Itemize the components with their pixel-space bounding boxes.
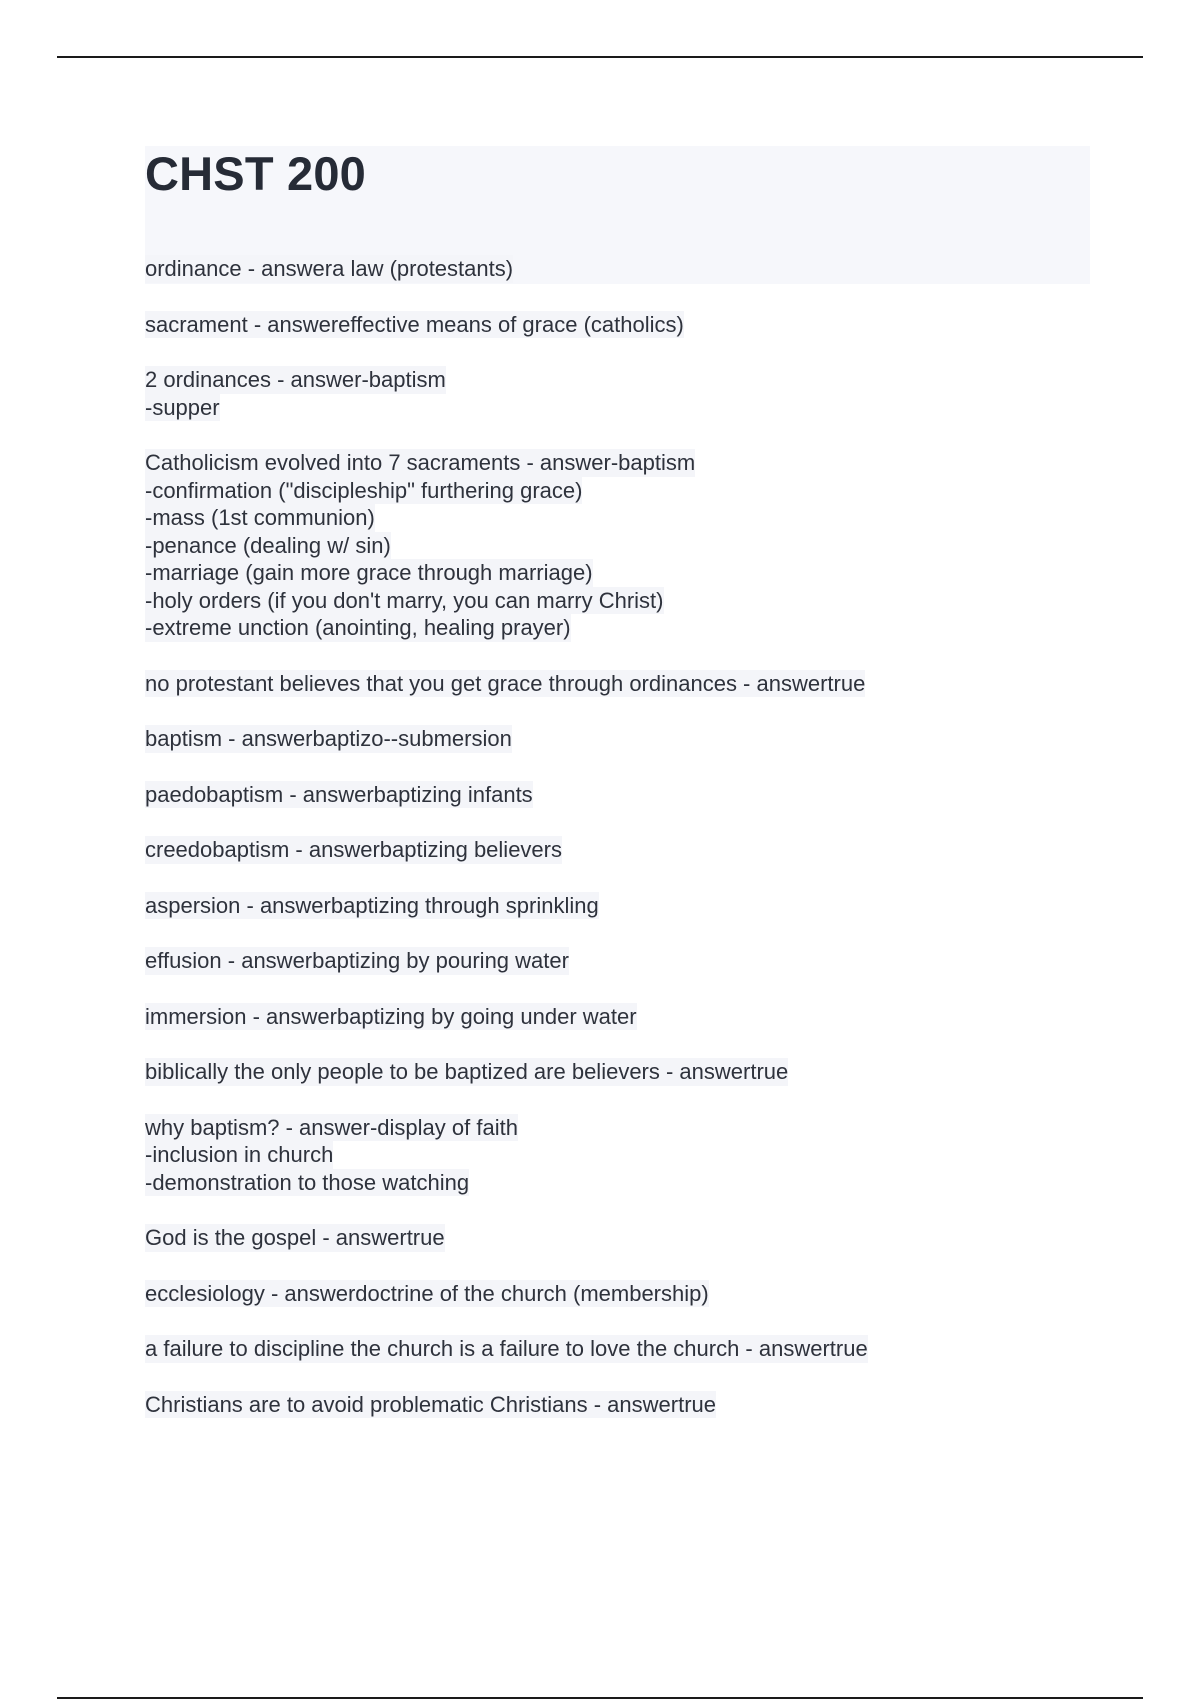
flashcard-term-line: effusion - answerbaptizing by pouring water [145,948,569,973]
flashcard-entry [145,670,1090,698]
flashcard-answer-line: -marriage (gain more grace through marriage) [145,560,593,585]
flashcard-entry [145,1114,1090,1197]
flashcard-answer-line: -extreme unction (anointing, healing prayer) [145,615,571,640]
flashcard-term-line: Catholicism evolved into 7 sacraments - answer-baptism [145,450,696,475]
flashcard-entry [145,1335,1090,1363]
document-body [145,146,1090,1417]
flashcard-entry [145,725,1090,753]
bottom-rule [57,1697,1143,1699]
flashcard-entry [145,449,1090,642]
flashcard-entry [145,1003,1090,1031]
flashcard-entry [145,1224,1090,1252]
flashcard-term-line: why baptism? - answer-display of faith [145,1114,518,1140]
flashcard-entry [145,311,1090,339]
flashcard-entry [145,255,1090,283]
flashcard-term-line: paedobaptism - answerbaptizing infants [145,781,533,807]
flashcard-entry [145,836,1090,864]
flashcard-answer-line: -mass (1st communion) [145,505,375,530]
flashcard-term-line: 2 ordinances - answer-baptism [145,367,446,392]
flashcard-answer-line: -penance (dealing w/ sin) [145,532,391,558]
flashcard-entry [145,892,1090,920]
flashcard-term-line: immersion - answerbaptizing by going under water [145,1003,637,1029]
flashcard-answer-line: -holy orders (if you don't marry, you can marry Christ) [145,587,664,613]
flashcard-term-line: sacrament - answereffective means of grace (catholics) [145,311,684,337]
flashcard-answer-line: -confirmation ("discipleship" furthering grace) [145,477,583,503]
flashcard-entry [145,947,1090,975]
flashcard-answer-line: -supper [145,394,220,420]
top-rule [57,56,1143,58]
flashcard-answer-line: -inclusion in church [145,1142,334,1167]
flashcard-term-line: ecclesiology - answerdoctrine of the church (membership) [145,1280,709,1306]
flashcard-entry [145,781,1090,809]
flashcard-term-line: no protestant believes that you get grace through ordinances - answertrue [145,670,866,696]
flashcard-term-line: God is the gospel - answertrue [145,1225,445,1250]
flashcard-term-line: aspersion - answerbaptizing through sprinkling [145,892,599,918]
flashcard-term-line: Christians are to avoid problematic Christians - answertrue [145,1391,717,1417]
flashcard-term-line: ordinance - answera law (protestants) [145,256,514,281]
flashcard-list [145,255,1090,1446]
flashcard-term-line: baptism - answerbaptizo--submersion [145,726,512,751]
flashcard-entry [145,366,1090,421]
flashcard-entry [145,1058,1090,1086]
flashcard-entry [145,1280,1090,1308]
flashcard-term-line: creedobaptism - answerbaptizing believers [145,837,562,862]
flashcard-answer-line: -demonstration to those watching [145,1169,470,1195]
flashcard-term-line: biblically the only people to be baptized are believers - answertrue [145,1059,789,1084]
flashcard-term-line: a failure to discipline the church is a failure to love the church - answertrue [145,1336,868,1361]
page-title: CHST 200 [145,147,367,200]
flashcard-entry [145,1391,1090,1419]
